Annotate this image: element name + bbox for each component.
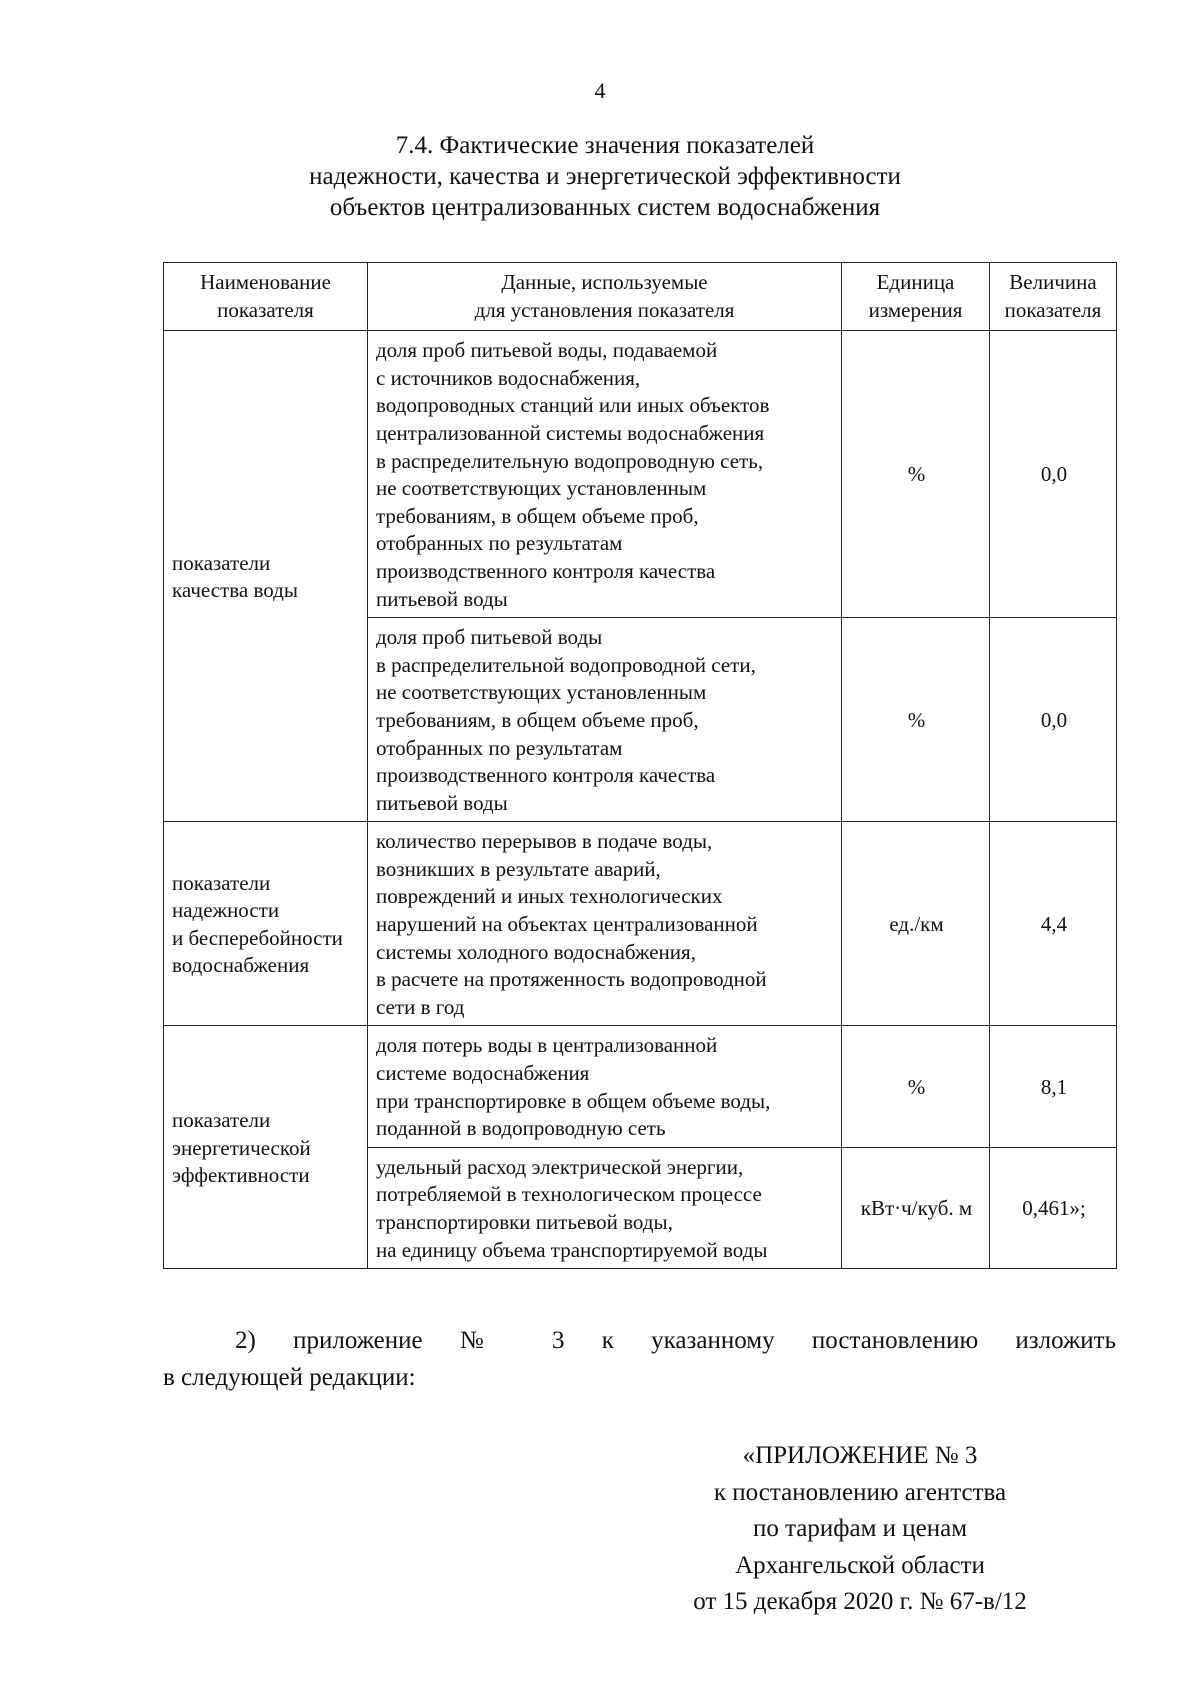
data-text: в расчете на протяженность водопроводной <box>376 967 767 992</box>
page-number: 4 <box>594 78 606 103</box>
title-line: надежности, качества и энергетической эффективности <box>309 163 901 190</box>
data-text: доля потерь воды в централизованной <box>376 1033 718 1058</box>
group-name-text: и бесперебойности <box>172 925 343 950</box>
indicator-group-name <box>164 822 368 1026</box>
data-text: не соответствующих установленным <box>376 476 707 501</box>
data-text: системе водоснабжения <box>376 1061 590 1086</box>
header-text: для установления показателя <box>474 297 735 322</box>
data-text: системы холодного водоснабжения, <box>376 939 696 964</box>
header-name <box>164 263 368 331</box>
group-name-text: показатели <box>172 870 271 895</box>
data-text: сети в год <box>376 994 465 1019</box>
data-text: доля проб питьевой воды <box>376 625 603 650</box>
unit-cell: % <box>842 1026 990 1147</box>
value-cell: 0,0 <box>990 331 1117 618</box>
value-cell: 0,461»; <box>990 1147 1117 1268</box>
header-text: показателя <box>217 297 314 322</box>
section-title <box>250 130 960 223</box>
indicator-data <box>368 1026 842 1147</box>
header-unit <box>842 263 990 331</box>
data-text: количество перерывов в подаче воды, <box>376 829 713 854</box>
title-line: 7.4. Фактические значения показателей <box>395 132 815 159</box>
data-text: доля проб питьевой воды, подаваемой <box>376 338 718 363</box>
data-text: производственного контроля качества <box>376 763 716 788</box>
value-cell: 4,4 <box>990 822 1117 1026</box>
unit-cell: кВт·ч/куб. м <box>842 1147 990 1268</box>
appendix-line: от 15 декабря 2020 г. № 67-в/12 <box>693 1588 1027 1615</box>
data-text: производственного контроля качества <box>376 558 716 583</box>
data-text: возникших в результате аварий, <box>376 856 661 881</box>
data-text: в распределительную водопроводную сеть, <box>376 448 764 473</box>
data-text: транспортировки питьевой воды, <box>376 1210 673 1234</box>
table-header-row <box>164 263 1117 331</box>
header-text: Величина <box>1009 270 1097 294</box>
indicator-data <box>368 618 842 822</box>
header-value <box>990 263 1117 331</box>
data-text: централизованной системы водоснабжения <box>376 420 765 445</box>
appendix-heading <box>650 1438 1070 1621</box>
data-text: с источников водоснабжения, <box>376 365 641 390</box>
data-text: отобранных по результатам <box>376 531 623 556</box>
header-text: Данные, используемые <box>501 270 708 294</box>
table-row <box>164 1026 1117 1147</box>
data-text: повреждений и иных технологических <box>376 884 723 909</box>
data-text: на единицу объема транспортируемой воды <box>376 1237 768 1262</box>
header-text: Единица <box>876 270 955 294</box>
group-name-text: показатели <box>172 1107 271 1132</box>
group-name-text: качества воды <box>172 578 298 603</box>
data-text: питьевой воды <box>376 790 508 815</box>
group-name-text: водоснабжения <box>172 953 310 978</box>
amendment-paragraph <box>163 1322 1116 1396</box>
table-row <box>164 331 1117 618</box>
group-name-text: надежности <box>172 898 280 923</box>
indicator-group-name <box>164 331 368 822</box>
paragraph-line: в следующей редакции: <box>163 1364 416 1391</box>
appendix-line: «ПРИЛОЖЕНИЕ № 3 <box>742 1442 978 1469</box>
unit-cell: % <box>842 331 990 618</box>
data-text: поданной в водопроводную сеть <box>376 1116 666 1141</box>
value-cell: 8,1 <box>990 1026 1117 1147</box>
data-text: требованиям, в общем объеме проб, <box>376 503 699 528</box>
appendix-line: к постановлению агентства <box>713 1478 1007 1506</box>
header-data <box>368 263 842 331</box>
title-line: объектов централизованных систем водоснабжения <box>329 194 881 221</box>
group-name-text: показатели <box>172 550 271 575</box>
indicator-data <box>368 1147 842 1268</box>
data-text: нарушений на объектах централизованной <box>376 912 758 937</box>
data-text: в распределительной водопроводной сети, <box>376 652 756 677</box>
data-text: требованиям, в общем объеме проб, <box>376 707 699 732</box>
appendix-line: по тарифам и ценам <box>752 1515 968 1542</box>
value-cell: 0,0 <box>990 618 1117 822</box>
header-text: Наименование <box>200 270 331 294</box>
data-text: отобранных по результатам <box>376 735 623 760</box>
indicator-data <box>368 331 842 618</box>
group-name-text: эффективности <box>172 1163 310 1188</box>
indicator-data <box>368 822 842 1026</box>
table-row <box>164 822 1117 1026</box>
data-text: потребляемой в технологическом процессе <box>376 1182 762 1207</box>
unit-cell: ед./км <box>842 822 990 1026</box>
appendix-line: Архангельской области <box>735 1551 985 1579</box>
header-text: измерения <box>868 297 963 322</box>
data-text: удельный расход электрической энергии, <box>376 1154 744 1179</box>
indicator-group-name <box>164 1026 368 1269</box>
data-text: водопроводных станций или иных объектов <box>376 393 770 418</box>
data-text: при транспортировке в общем объеме воды, <box>376 1088 771 1113</box>
group-name-text: энергетической <box>172 1135 311 1160</box>
indicators-table <box>163 262 1117 1269</box>
unit-cell: % <box>842 618 990 822</box>
paragraph-line: 2) приложение № 3 к указанному постановлению изложить <box>235 1327 1116 1354</box>
header-text: показателя <box>1004 297 1102 322</box>
data-text: не соответствующих установленным <box>376 680 707 705</box>
data-text: питьевой воды <box>376 586 508 611</box>
